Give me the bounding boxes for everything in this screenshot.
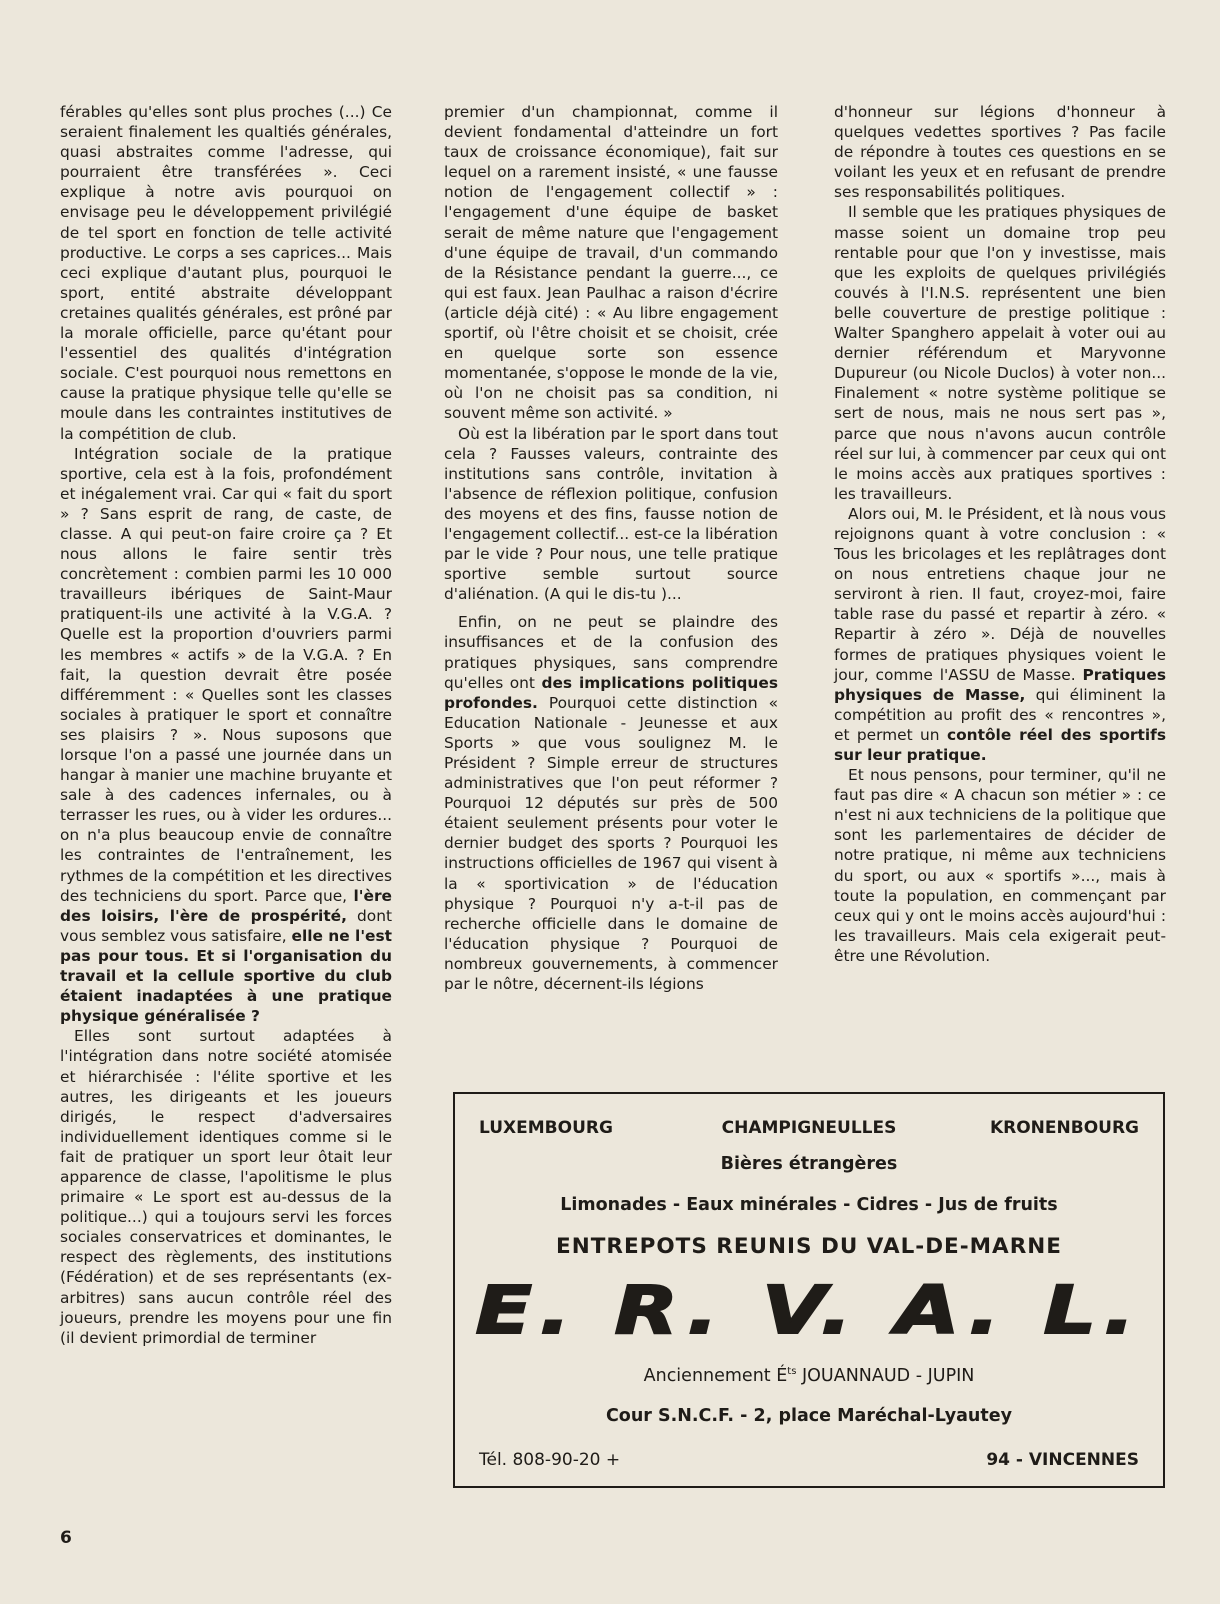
ad-phone: Tél. 808-90-20 + [479,1450,621,1470]
paragraph: Il semble que les pratiques physiques de masse soient un domaine trop peu rentable pour que l'on y investisse, mais que les exploits de quelques privilégiés couvés à l'I.N.S. représentent une bien belle couverture de prestige politique : Walter Spanghero appelait à voter oui au dernier référendum et Maryvonne Dupureur (ou Nicole Duclos) à voter non... Finalement « notre système politique se sert de nous, mais ne nous sert pas », parce que nous n'avons aucun contrôle réel sur lui, à commencer par ceux qui ont le moins accès aux pratiques sportives : les travailleurs. [834,203,1166,503]
page-number: 6 [60,1528,72,1548]
bold-phrase: Pratiques physiques de Masse, [834,665,1166,704]
paragraph: Où est la libération par le sport dans tout cela ? Fausses valeurs, contrainte des institutions sans contrôle, invitation à l'absence de réflexion politique, confusion des moyens et des fins, fausse notion de l'engagement collectif... est-ce la libération par le vide ? Pour nous, une telle pratique sportive semble surtout source d'aliénation. (A qui le dis-tu )... [444,424,778,604]
article-column-3 [834,102,1166,966]
ad-foreign-beers: Bières étrangères [720,1154,898,1174]
bold-phrase: elle ne l'est pas pour tous. Et si l'organisation du travail et la cellule sportive du club étaient inadaptées à une pratique physique généralisée ? [60,926,392,1026]
brand-champigneulles: CHAMPIGNEULLES [721,1118,897,1138]
ad-company-name: ENTREPOTS REUNIS DU VAL-DE-MARNE [556,1234,1062,1259]
article-column-1 [60,102,392,1348]
ad-drinks-list: Limonades - Eaux minérales - Cidres - Jus de fruits [560,1195,1058,1215]
paragraph: d'honneur sur légions d'honneur à quelques vedettes sportives ? Pas facile de répondre à toutes ces questions en se voilant les yeux et en refusant de prendre ses responsabilités politiques. [834,103,1166,202]
brand-luxembourg: LUXEMBOURG [479,1118,613,1138]
ad-city: 94 - VINCENNES [986,1450,1139,1470]
beer-brands-row [455,1118,1163,1138]
paragraph: Alors oui, M. le Président, et là nous vous rejoignons quant à votre conclusion : « Tous les bricolages et les replâtrages dont on nous entretiens chaque jour ne serviront à rien. Il faut, croyez-moi, faire table rase du passé et repartir à zéro. « Repartir à zéro ». Déjà de nouvelles formes de pratiques physiques voient le jour, comme l'ASSU de Masse. Pratiques physiques de Masse, qui éliminent la compétition au profit des « rencontres », et permet un contôle réel des sportifs sur leur pratique. [834,504,1166,764]
bold-phrase: l'ère des loisirs, l'ère de prospérité, [60,886,392,925]
ad-address: Cour S.N.C.F. - 2, place Maréchal-Lyautey [605,1406,1013,1426]
paragraph: premier d'un championnat, comme il devient fondamental d'atteindre un fort taux de croissance économique), fait sur lequel on a rarement insisté, « une fausse notion de l'engagement collectif » : l'engagement d'une équipe de basket serait de même nature que l'engagement d'une équipe de travail, d'un commando de la Résistance pendant la guerre..., ce qui est faux. Jean Paulhac a raison d'écrire (article déjà cité) : « Au libre engagement sportif, où l'être choisit et se choisit, crée en quelque sorte son essence momentanée, s'oppose le monde de la vie, où l'on ne choisit pas sa condition, ni souvent même son activité. » [444,103,778,423]
paragraph: Elles sont surtout adaptées à l'intégration dans notre société atomisée et hiérarchisée : l'élite sportive et les autres, les dirigeants et les joueurs dirigés, le respect d'adversaires individuellement identiques comme si le fait de pratiquer un sport leur ôtait leur apparence de classe, l'apolitisme le plus primaire « Le sport est au-dessus de la politique...) qui a toujours servi les forces sociales conservatrices et dominantes, le respect des règlements, des institutions (Fédération) et de ses représentants (ex-arbitres) sans aucun contrôle réel des joueurs, prendre les moyens pour une fin (il devient primordial de terminer [60,1027,392,1347]
paragraph: Enfin, on ne peut se plaindre des insuffisances et de la confusion des pratiques physiques, sans comprendre qu'elles ont des implications politiques profondes. Pourquoi cette distinction « Education Nationale - Jeunesse et aux Sports » que vous soulignez M. le Président ? Simple erreur de structures administratives que l'on peut réformer ? Pourquoi 12 députés sur près de 500 étaient seulement présents pour voter le dernier budget des sports ? Pourquoi les instructions officielles de 1967 qui visent à la « sportivication » de l'éducation physique ? Pourquoi n'y a-t-il pas de recherche officielle dans le domaine de l'éducation physique ? Pourquoi de nombreux gouvernements, à commencer par le nôtre, décernent-ils légions [444,613,778,994]
article-column-2 [444,102,778,994]
paragraph: Intégration sociale de la pratique sportive, cela est à la fois, profondément et inégalement vrai. Car qui « fait du sport » ? Sans esprit de rang, de caste, de classe. A qui peut-on faire croire ça ? Et nous allons le faire sentir très concrètement : combien parmi les 10 000 travailleurs ibériques de Saint-Maur pratiquent-ils une activité à la V.G.A. ? Quelle est la proportion d'ouvriers parmi les membres « actifs » de la V.G.A. ? En fait, la question devrait être posée différemment : « Quelles sont les classes sociales à pratiquer le sport et connaître ses plaisirs ? ». Nous suposons que lorsque l'on a passé une journée dans un hangar à manier une machine bruyante et sale à des cadences infernales, ou à terrasser les rues, ou à vider les ordures... on n'a plus beaucoup envie de connaître les contraintes de l'entraînement, les rythmes de la compétition et les directives des techniciens du sport. Parce que, l'ère des loisirs, l'ère de prospérité, dont vous semblez vous satisfaire, elle ne l'est pas pour tous. Et si l'organisation du travail et la cellule sportive du club étaient inadaptées à une pratique physique généralisée ? [60,444,392,1026]
advertisement-box [453,1092,1165,1488]
bold-phrase: contôle réel des sportifs sur leur pratique. [834,725,1166,764]
brand-kronenbourg: KRONENBOURG [989,1118,1139,1138]
ad-former-name: Anciennement $É^{ts}$ JOUANNAUD - JUPIN [643,1366,975,1386]
paragraph: Et nous pensons, pour terminer, qu'il ne faut pas dire « A chacun son métier » : ce n'est ni aux techniciens de la politique que sont les parlementaires de décider de notre pratique, ni même aux techniciens du sport, ou aux « sportifs »..., mais à toute la population, en commençant par ceux qui y ont le moins accès aujourd'hui : les travailleurs. Mais cela exigerait peut-être une Révolution. [834,766,1166,965]
erval-logo: E. R. V. A. L. [475,1272,1143,1349]
paragraph: férables qu'elles sont plus proches (...) Ce seraient finalement les qualtiés générales, quasi abstraites comme l'adresse, qui pourraient être transférées ». Ceci explique à notre avis pourquoi on envisage peu le développement privilégié de tel sport en fonction de telle activité productive. Le corps a ses caprices... Mais ceci explique d'autant plus, pourquoi le sport, entité abstraite développant cretaines qualités générales, est prôné par la morale officielle, parce qu'étant pour l'essentiel des qualités d'intégration sociale. C'est pourquoi nous remettons en cause la pratique physique telle qu'elle se moule dans les contraintes institutives de la compétition de club. [60,103,392,443]
bold-phrase: des implications politiques profondes. [444,673,778,712]
